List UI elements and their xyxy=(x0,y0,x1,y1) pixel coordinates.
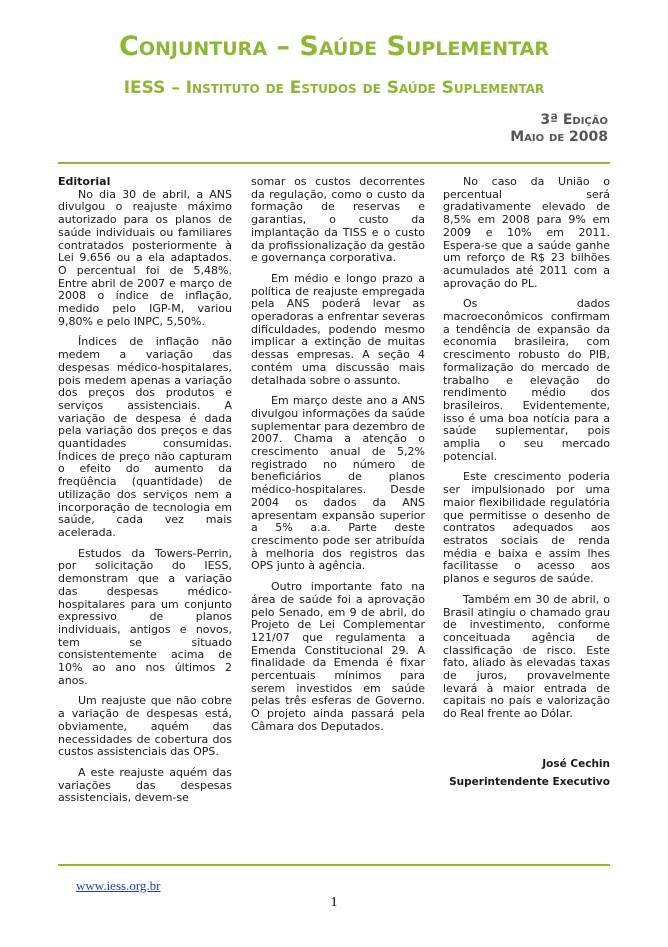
signature-name: José Cechin xyxy=(542,757,610,770)
article-column-3 xyxy=(443,176,610,791)
signature-block xyxy=(443,755,610,791)
edition-info xyxy=(510,112,608,146)
paragraph: No caso da União o percentual será gradativamente elevado de 8,5% em 2008 para 9% em 2009 e 10% em 2011. Espera-se que a saúde ganhe um reforço de R$ 23 bilhões acumulados até 2011 com a aprovação do PL. xyxy=(443,175,610,290)
section-heading: Editorial xyxy=(58,175,111,188)
edition-number: 3ª Edição xyxy=(540,112,608,128)
paragraph: Este crescimento poderia ser impulsionado por uma maior flexibilidade regulatória que permitisse o desenho de contratos adequados aos estratos sociais de renda média e baixa e assim lhes facilitasse o acesso aos planos e seguros de saúde. xyxy=(443,470,610,586)
signature-role: Superintendente Executivo xyxy=(449,775,610,788)
website-link[interactable]: www.iess.org.br xyxy=(76,878,161,893)
paragraph: Também em 30 de abril, o Brasil atingiu o chamado grau de investimento, conforme conceituada agência de classificação de risco. Este fato, aliado às elevadas taxas de juros, provavelmente levará à maior entrada de capitais no país e valorização do Real frente ao Dólar. xyxy=(443,592,610,721)
paragraph: Os dados macroeconômicos confirmam a tendência de expansão da economia brasileira, com crescimento robusto do PIB, formalização do mercado de trabalho e elevação do rendimento médio dos brasileiros. Evidentemente, isso é uma boa notícia para a saúde suplementar, pois amplia o seu mercado potencial. xyxy=(443,297,610,463)
header-divider xyxy=(58,162,610,164)
report-title: Conjuntura – Saúde Suplementar xyxy=(119,31,549,62)
paragraph: Um reajuste que não cobre a variação de despesas está, obviamente, aquém das necessidades de cobertura dos custos assistenciais das OPS. xyxy=(58,694,232,759)
footer-divider xyxy=(58,864,610,866)
institute-subtitle: IESS – Instituto de Estudos de Saúde Suplementar xyxy=(123,78,545,98)
paragraph: somar os custos decorrentes da regulação, como o custo da formação de reservas e garantias, o custo da implantação da TISS e o custo da profissionalização da gestão e governança corporativa. xyxy=(251,175,425,265)
paragraph: Em médio e longo prazo a política de reajuste empregada pela ANS poderá levar as operadoras a enfrentar severas dificuldades, podendo mesmo implicar a extinção de muitas dessas empresas. A seção 4 contém uma discussão mais detalhada sobre o assunto. xyxy=(251,271,425,387)
paragraph: Em março deste ano a ANS divulgou informações da saúde suplementar para dezembro de 2007. Chama a atenção o crescimento anual de 5,2% registrado no número de beneficiários de planos médico-hospitalares. Desde 2004 os dados da ANS apresentam expansão superior a 5% a.a. Parte deste crescimento pode ser atribuída à melhoria dos registros das OPS junto à agência. xyxy=(251,394,425,573)
paragraph: A este reajuste aquém das variações das despesas assistenciais, devem-se xyxy=(58,765,232,805)
paragraph: Outro importante fato na área de saúde foi a aprovação pelo Senado, em 9 de abril, do Projeto de Lei Complementar 121/07 que regulamenta a Emenda Constitucional 29. A finalidade da Emenda é fixar percentuais mínimos para serem investidos em saúde pelas três esferas de Governo. O projeto ainda passará pela Câmara dos Deputados. xyxy=(251,580,425,733)
paragraph: No dia 30 de abril, a ANS divulgou o reajuste máximo autorizado para os planos de saúde individuais ou familiares contratados posteriormente à Lei 9.656 ou a ela adaptados. O percentual foi de 5,48%. Entre abril de 2007 e março de 2008 o índice de inflação, medido pelo IGP-M, variou 9,80% e pelo INPC, 5,50%. xyxy=(58,187,232,328)
paragraph: Estudos da Towers-Perrin, por solicitação do IESS, demonstram que a variação das despesas médico-hospitalares para um conjunto expressivo de planos individuais, antigos e novos, tem se situado consistentemente acima de 10% ao ano nos últimos 2 anos. xyxy=(58,546,232,687)
paragraph: Índices de inflação não medem a variação das despesas médico-hospitalares, pois medem apenas a variação dos preços dos produtos e serviços assistenciais. A variação de despesa é dada pela variação dos preços e das quantidades consumidas. Índices de preço não capturam o efeito do aumento da freqüência (quantidade) de utilização dos serviços nem a incorporação de tecnologia em saúde, cada vez mais acelerada. xyxy=(58,335,232,539)
article-column-2 xyxy=(251,176,425,742)
page-number: 1 xyxy=(330,895,338,910)
article-column-1 xyxy=(58,176,232,813)
edition-date: Maio de 2008 xyxy=(510,129,608,145)
